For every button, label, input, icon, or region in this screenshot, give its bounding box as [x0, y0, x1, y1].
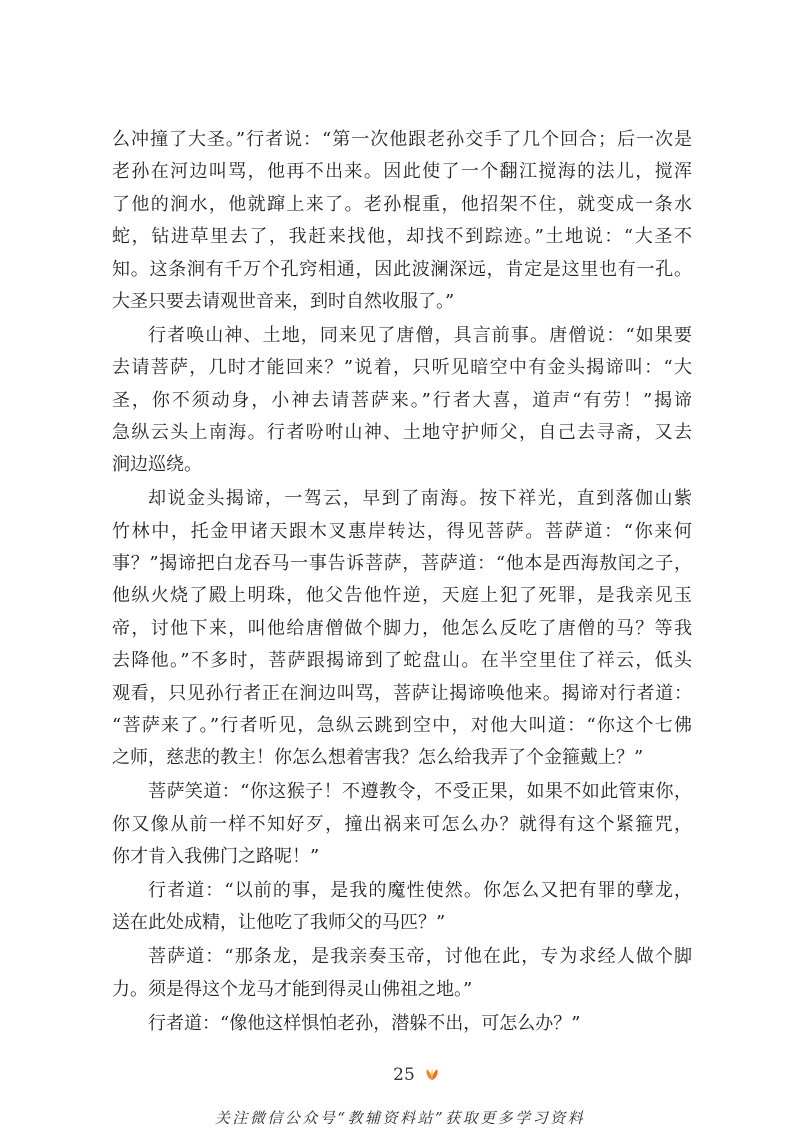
- text-line: 你又像从前一样不知好歹，撞出祸来可怎么办？就得有这个紧箍咒，: [112, 813, 692, 835]
- paragraph: [112, 875, 692, 940]
- text-line: 去请菩萨，几时才能回来？”说着，只听见暗空中有金头揭谛叫：“大: [112, 357, 692, 379]
- page-number-area: [370, 1062, 450, 1088]
- text-line: 之师，慈悲的教主！你怎么想着害我？怎么给我弄了个金箍戴上？”: [112, 747, 644, 769]
- text-line: “菩萨来了。”行者听见，急纵云跳到空中，对他大叫道：“你这个七佛: [112, 715, 692, 737]
- text-line: 蛇，钻进草里去了，我赶来找他，却找不到踪迹。”土地说：“大圣不: [112, 226, 692, 248]
- paragraph: [112, 124, 692, 318]
- paragraph: [112, 776, 692, 873]
- paragraph: [112, 1008, 692, 1040]
- text-line: 老孙在河边叫骂，他再不出来。因此使了一个翻江搅海的法儿，搅浑: [112, 161, 692, 183]
- text-line: 竹林中，托金甲诸天跟木叉惠岸转达，得见菩萨。菩萨道：“你来何: [112, 520, 692, 542]
- text-line: 却说金头揭谛，一驾云，早到了南海。按下祥光，直到落伽山紫: [148, 488, 692, 510]
- text-line: 事？”揭谛把白龙吞马一事告诉菩萨，菩萨道：“他本是西海敖闰之子，: [112, 553, 692, 575]
- footer-note: 关注微信公众号“教辅资料站”获取更多学习资料: [214, 1109, 586, 1127]
- text-line: 行者道：“以前的事，是我的魔性使然。你怎么又把有罪的孽龙，: [148, 879, 692, 901]
- page-number: 25: [393, 1065, 415, 1085]
- text-line: 你才肯入我佛门之路呢！”: [112, 846, 320, 868]
- flower-ornament-icon: [424, 1067, 440, 1081]
- text-line: 行者道：“像他这样惧怕老孙，潜躲不出，可怎么办？”: [148, 1012, 581, 1034]
- paragraph: [112, 941, 692, 1006]
- paragraph: [112, 320, 692, 482]
- text-line: 力。须是得这个龙马才能到得灵山佛祖之地。”: [112, 978, 473, 1000]
- text-line: 涧边巡绕。: [112, 454, 202, 476]
- book-page-body: [112, 124, 692, 1041]
- text-line: 菩萨道：“那条龙，是我亲奏玉帝，讨他在此，专为求经人做个脚: [148, 946, 692, 968]
- text-line: 知。这条涧有千万个孔窍相通，因此波澜深远，肯定是这里也有一孔。: [112, 258, 692, 280]
- text-line: 大圣只要去请观世音来，到时自然收服了。”: [112, 290, 455, 312]
- text-line: 圣，你不须动身，小神去请菩萨来。”行者大喜，道声“有劳！”揭谛: [112, 389, 692, 411]
- text-line: 行者唤山神、土地，同来见了唐僧，具言前事。唐僧说：“如果要: [148, 324, 692, 346]
- text-line: 去降他。”不多时，菩萨跟揭谛到了蛇盘山。在半空里住了祥云，低头: [112, 650, 692, 672]
- text-line: 帝，讨他下来，叫他给唐僧做个脚力，他怎么反吃了唐僧的马？等我: [112, 617, 692, 639]
- ornament-right-petal: [432, 1069, 438, 1080]
- text-line: 么冲撞了大圣。”行者说：“第一次他跟老孙交手了几个回合；后一次是: [112, 129, 692, 150]
- text-line: 送在此处成精，让他吃了我师父的马匹？”: [112, 912, 446, 934]
- text-line: 急纵云头上南海。行者吩咐山神、土地守护师父，自己去寻斋，又去: [112, 422, 692, 444]
- text-line: 了他的涧水，他就蹿上来了。老孙棍重，他招架不住，就变成一条水: [112, 193, 692, 215]
- paragraph: [112, 483, 692, 775]
- ornament-left-petal: [426, 1069, 432, 1080]
- text-line: 菩萨笑道：“你这猴子！不遵教令，不受正果，如果不如此管束你，: [148, 781, 692, 803]
- text-line: 观看，只见孙行者正在涧边叫骂，菩萨让揭谛唤他来。揭谛对行者道：: [112, 682, 692, 704]
- text-line: 他纵火烧了殿上明珠，他父告他忤逆，天庭上犯了死罪，是我亲见玉: [112, 585, 692, 607]
